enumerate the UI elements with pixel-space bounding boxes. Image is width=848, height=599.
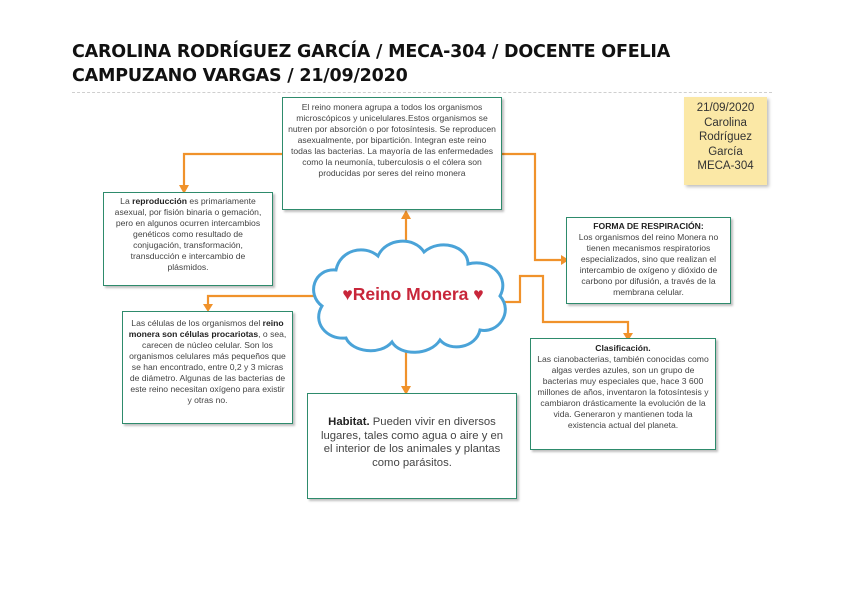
node-habitat-text: Pueden vivir en diversos lugares, tales como agua o aire y en el interior de los animales y plantas como parásitos.	[320, 416, 504, 469]
node-reproduccion	[103, 192, 273, 286]
node-reproduccion-text: es primariamente asexual, por fisión binaria o gemación, pero en algunos ocurren intercambios genéticos como resultado de conjugación, transformación, transducción e intercambio de plásmidos.	[114, 196, 262, 272]
node-intro-text: El reino monera agrupa a todos los organismos microscópicos y unicelulares.Estos organismos se nutren por absorción o por fotosíntesis. Se reproducen asexualmente, por bipartición. Integran este reino todas las bacterias. La mayoría de las enfermedades como la neumonía, tuberculosis o el cólera son producidas por seres del reino monera	[288, 102, 496, 178]
node-habitat-bold: Habitat.	[328, 416, 370, 428]
title-line-2: CAMPUZANO VARGAS / 21/09/2020	[72, 66, 408, 86]
node-celulas-bold: reino monera son células procariotas	[128, 318, 284, 339]
sticky-note	[684, 97, 767, 185]
sticky-date: 21/09/2020	[696, 102, 755, 114]
node-celulas-text: , o sea, carecen de núcleo celular. Son los organismos celulares más pequeños que se han encontrado, entre 0,2 y 3 micras de diámetro. Algunas de las bacterias de este reino necesitan oxígeno para existir y otras no.	[129, 329, 287, 405]
node-clasificacion-text: Las cianobacterias, también conocidas como algas verdes azules, son un grupo de bacterias muy especiales que, hace 3 600 millones de años, inventaron la fotosíntesis y cambiaron drásticamente la evolución de la vida. Generaron y mantienen toda la existencia actual del planeta.	[537, 354, 709, 430]
title-line-1: CAROLINA RODRÍGUEZ GARCÍA / MECA-304 / DOCENTE OFELIA	[72, 42, 671, 62]
node-intro	[282, 97, 502, 210]
node-respiracion-heading: FORMA DE RESPIRACIÓN:	[593, 221, 704, 231]
center-topic: ♥Reino Monera ♥	[342, 284, 484, 304]
node-respiracion-text: Los organismos del reino Monera no tienen mecanismos respiratorios especializados, sino que realizan el intercambio de oxígeno y dióxido de carbono por difusión, a través de la membrana celular.	[578, 232, 719, 297]
sticky-name-3: García	[708, 145, 743, 158]
sticky-name-1: Carolina	[704, 116, 747, 129]
sticky-name-2: Rodríguez	[698, 131, 753, 143]
connector-respiracion	[502, 154, 562, 260]
node-habitat	[307, 393, 517, 499]
sticky-group: MECA-304	[697, 160, 754, 172]
node-celulas-lead: Las células de los organismos del	[131, 318, 263, 328]
arrowhead-intro	[401, 210, 411, 219]
node-celulas	[122, 311, 293, 424]
node-clasificacion	[530, 338, 716, 450]
node-respiracion	[566, 217, 731, 304]
node-clasificacion-heading: Clasificación.	[595, 343, 651, 353]
connector-celulas	[208, 296, 318, 306]
connector-reproduccion	[184, 154, 282, 186]
node-reproduccion-lead: La	[120, 196, 133, 206]
node-reproduccion-bold: reproducción	[132, 196, 188, 206]
